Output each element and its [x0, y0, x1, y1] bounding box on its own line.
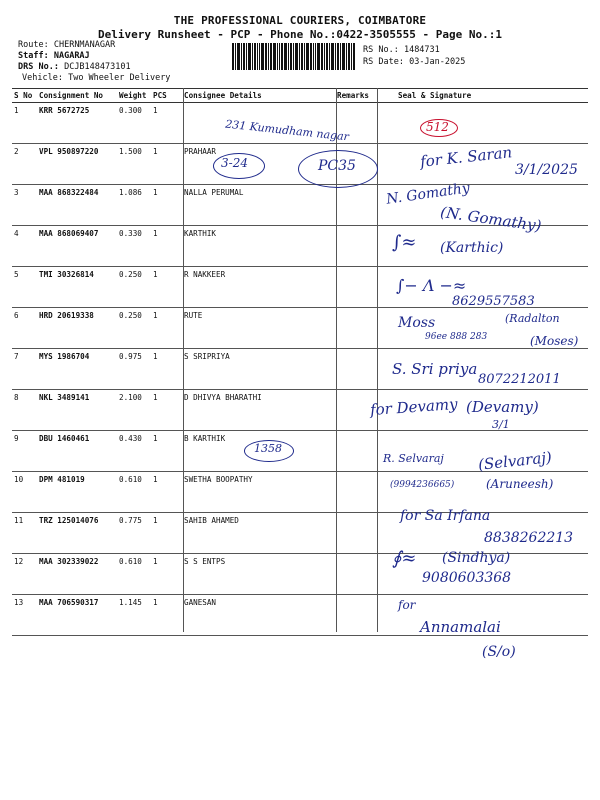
cell-remarks [335, 308, 376, 349]
handwritten-phone: 9080603368 [422, 570, 512, 586]
handwritten-mark: 1358 [254, 442, 282, 455]
table-row [12, 308, 588, 349]
col-header-consignee: Consignee Details [182, 89, 335, 103]
barcode-image [232, 43, 355, 70]
cell-pcs: 1 [151, 554, 182, 595]
handwritten-name: (Sindhya) [442, 550, 511, 566]
cell-consignment: VPL 950897220 [37, 144, 117, 185]
rs-date-value: 03-Jan-2025 [409, 57, 466, 67]
handwritten-signature: for K. Saran [419, 143, 513, 171]
handwritten-mark: 512 [426, 120, 449, 134]
handwritten-signature: for Sa Irfana [400, 508, 491, 524]
cell-consignment: MAA 868069407 [37, 226, 117, 267]
handwritten-date: 3/1 [492, 418, 510, 431]
cell-consignment: MAA 706590317 [37, 595, 117, 636]
vehicle-value: Two Wheeler Delivery [68, 73, 171, 83]
cell-weight: 1.086 [117, 185, 151, 226]
cell-sno: 5 [12, 267, 37, 308]
route-line [18, 40, 115, 50]
cell-consignment: NKL 3489141 [37, 390, 117, 431]
handwritten-phone: (9994236665) [390, 480, 455, 490]
col-header-weight: Weight [117, 89, 151, 103]
handwritten-signature: Moss [398, 315, 436, 331]
route-label: Route: [18, 40, 49, 50]
cell-consignee: SWETHA BOOPATHY [182, 472, 335, 513]
handwritten-name: (Karthic) [440, 240, 504, 256]
cell-consignment: KRR 5672725 [37, 103, 117, 144]
cell-weight: 1.145 [117, 595, 151, 636]
staff-label: Staff: [18, 51, 49, 61]
rs-date-line [363, 57, 465, 67]
handwritten-name: (Devamy) [466, 398, 539, 416]
handwritten-date: 3/1/2025 [515, 162, 578, 178]
cell-remarks [335, 267, 376, 308]
cell-weight: 0.975 [117, 349, 151, 390]
cell-weight: 1.500 [117, 144, 151, 185]
scribble-signature: ∫≈ [392, 232, 417, 253]
red-circle-mark [420, 119, 458, 137]
cell-weight: 0.300 [117, 103, 151, 144]
table-header-row [12, 89, 588, 103]
cell-weight: 0.775 [117, 513, 151, 554]
cell-remarks [335, 554, 376, 595]
cell-consignment: MAA 302339022 [37, 554, 117, 595]
cell-consignment: TRZ 125014076 [37, 513, 117, 554]
handwritten-signature: for Devamy [369, 394, 459, 420]
drs-line [18, 62, 131, 72]
cell-pcs: 1 [151, 349, 182, 390]
col-header-pcs: PCS [151, 89, 182, 103]
cell-sno: 2 [12, 144, 37, 185]
vehicle-label: Vehicle: [22, 73, 63, 83]
handwritten-door-no: 3-24 [221, 156, 248, 170]
cell-pcs: 1 [151, 308, 182, 349]
cell-pcs: 1 [151, 267, 182, 308]
cell-sno: 10 [12, 472, 37, 513]
rs-no-line [363, 45, 440, 55]
cell-sno: 6 [12, 308, 37, 349]
cell-weight: 0.610 [117, 554, 151, 595]
cell-sno: 12 [12, 554, 37, 595]
cell-remarks [335, 226, 376, 267]
cell-pcs: 1 [151, 431, 182, 472]
cell-consignee: S S ENTPS [182, 554, 335, 595]
cell-signature [376, 103, 588, 144]
rs-no-label: RS No.: [363, 45, 399, 55]
document-title: THE PROFESSIONAL COURIERS, COIMBATORE [173, 14, 427, 27]
cell-consignee: S SRIPRIYA [182, 349, 335, 390]
cell-consignee: PRAHAAR [182, 144, 335, 185]
cell-pcs: 1 [151, 390, 182, 431]
drs-value: DCJB148473101 [64, 62, 131, 72]
drs-label: DRS No.: [18, 62, 59, 72]
cell-consignment: TMI 30326814 [37, 267, 117, 308]
cell-sno: 11 [12, 513, 37, 554]
handwritten-pc-code: PC35 [318, 158, 356, 174]
cell-consignee: D DHIVYA BHARATHI [182, 390, 335, 431]
table-row [12, 595, 588, 636]
rs-date-label: RS Date: [363, 57, 404, 67]
vehicle-line [22, 73, 170, 83]
cell-consignment: DPM 481019 [37, 472, 117, 513]
handwritten-name: (N. Gomathy) [439, 203, 543, 235]
staff-value: NAGARAJ [53, 51, 90, 61]
handwritten-name: (Selvaraj) [477, 448, 553, 474]
cell-sno: 13 [12, 595, 37, 636]
cell-remarks [335, 472, 376, 513]
handwritten-name: (Radalton [505, 312, 560, 325]
cell-weight: 2.100 [117, 390, 151, 431]
cell-consignment: MYS 1986704 [37, 349, 117, 390]
cell-consignee: R NAKKEER [182, 267, 335, 308]
route-value: CHERNMANAGAR [53, 40, 116, 50]
staff-line [18, 51, 90, 61]
cell-pcs: 1 [151, 226, 182, 267]
cell-remarks [335, 513, 376, 554]
col-header-sno: S No [12, 89, 37, 103]
cell-weight: 0.610 [117, 472, 151, 513]
cell-consignee: KARTHIK [182, 226, 335, 267]
cell-pcs: 1 [151, 513, 182, 554]
cell-sno: 4 [12, 226, 37, 267]
document-subtitle: Delivery Runsheet - PCP - Phone No.:0422-3505555 - Page No.:1 [98, 28, 502, 41]
cell-sno: 7 [12, 349, 37, 390]
cell-weight: 0.430 [117, 431, 151, 472]
cell-sno: 9 [12, 431, 37, 472]
scribble-signature: ∫− Λ −≈ [396, 276, 467, 295]
cell-pcs: 1 [151, 472, 182, 513]
cell-sno: 1 [12, 103, 37, 144]
handwritten-phone: 96ee 888 283 [425, 332, 488, 342]
handwritten-name: (Aruneesh) [486, 477, 554, 491]
scribble-signature: ∮≈ [392, 548, 417, 569]
rs-no-value: 1484731 [403, 45, 440, 55]
cell-remarks [335, 431, 376, 472]
cell-remarks [335, 185, 376, 226]
handwritten-signature: for [398, 598, 416, 612]
cell-signature [376, 472, 588, 513]
cell-pcs: 1 [151, 144, 182, 185]
handwritten-phone: 8838262213 [484, 530, 574, 546]
cell-weight: 0.250 [117, 308, 151, 349]
handwritten-signature: S. Sri priya [392, 360, 478, 378]
handwritten-name: (Moses) [530, 334, 579, 348]
handwritten-phone: 8072212011 [478, 372, 561, 387]
handwritten-address: 231 Kumudham nagar [224, 117, 350, 144]
col-header-signature: Seal & Signature [376, 89, 588, 103]
cell-consignee: SAHIB AHAMED [182, 513, 335, 554]
column-divider [183, 88, 184, 632]
cell-pcs: 1 [151, 185, 182, 226]
handwritten-phone: 8629557583 [452, 294, 535, 309]
cell-weight: 0.330 [117, 226, 151, 267]
col-header-remarks: Remarks [335, 89, 376, 103]
handwritten-note: (S/o) [482, 644, 516, 660]
cell-remarks [335, 349, 376, 390]
handwritten-signature: N. Gomathy [385, 180, 471, 208]
cell-consignment: DBU 1460461 [37, 431, 117, 472]
cell-consignee: NALLA PERUMAL [182, 185, 335, 226]
handwritten-signature: R. Selvaraj [383, 452, 444, 465]
cell-consignment: HRD 20619338 [37, 308, 117, 349]
cell-pcs: 1 [151, 595, 182, 636]
cell-sno: 3 [12, 185, 37, 226]
cell-consignment: MAA 868322484 [37, 185, 117, 226]
cell-consignee: GANESAN [182, 595, 335, 636]
cell-consignee: B KARTHIK [182, 431, 335, 472]
col-header-consignment: Consignment No [37, 89, 117, 103]
handwritten-signature: Annamalai [420, 618, 501, 636]
cell-consignee: RUTE [182, 308, 335, 349]
cell-sno: 8 [12, 390, 37, 431]
cell-pcs: 1 [151, 103, 182, 144]
cell-weight: 0.250 [117, 267, 151, 308]
cell-remarks [335, 595, 376, 636]
